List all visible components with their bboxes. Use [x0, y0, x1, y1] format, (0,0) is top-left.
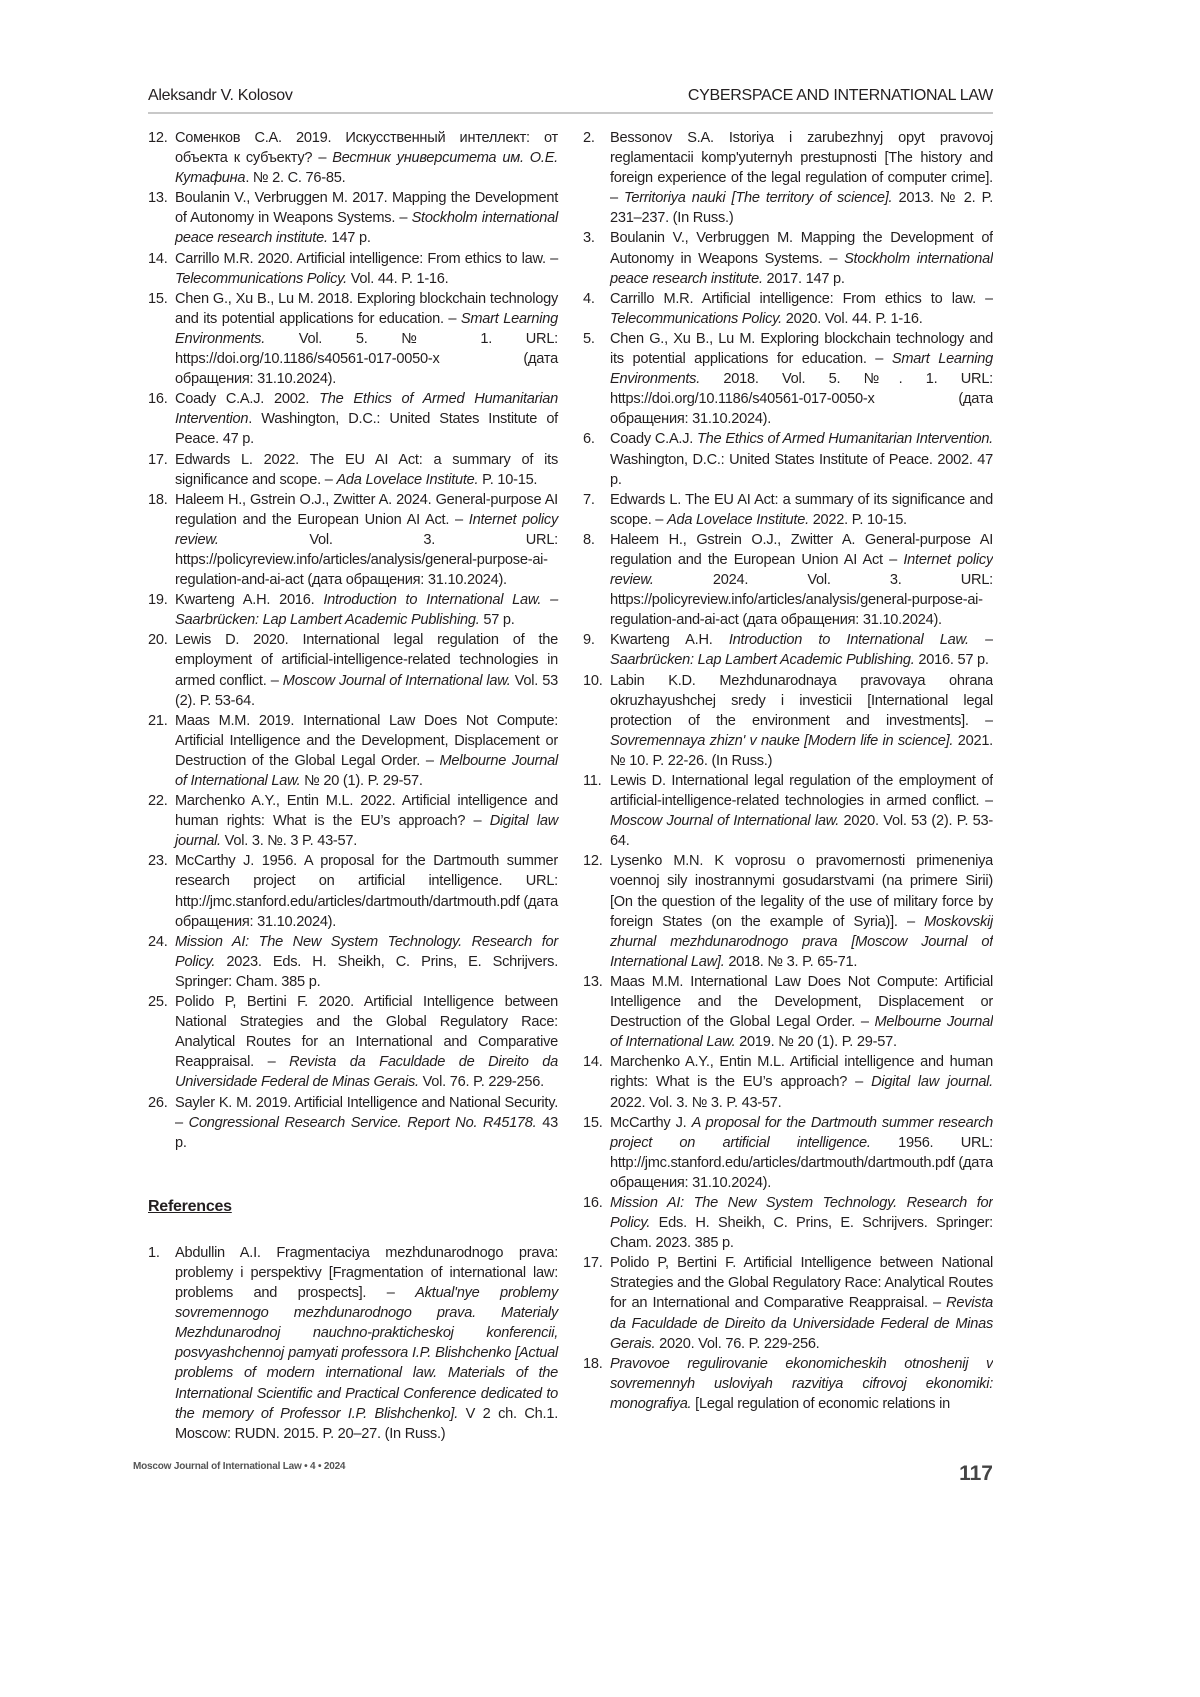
- reference-text: [610, 289, 993, 329]
- reference-segment: Chen G., Xu B., Lu M. 2018. Exploring blockchain technology and its potential applications for education. –: [175, 291, 558, 327]
- reference-text: [175, 450, 558, 490]
- reference-segment: Vol. 76. P. 229-256.: [419, 1074, 544, 1090]
- reference-text: [610, 1052, 993, 1112]
- reference-source-italic: Internet policy review.: [610, 552, 993, 588]
- reference-segment: 2022. Vol. 3. № 3. P. 43-57.: [610, 1095, 781, 1111]
- reference-item: [148, 630, 558, 710]
- reference-source-italic: Digital law journal.: [175, 813, 558, 849]
- reference-segment: № 20 (1). P. 29-57.: [300, 773, 422, 789]
- reference-text: [610, 329, 993, 429]
- reference-number: 7.: [583, 490, 610, 530]
- reference-number: 15.: [583, 1113, 610, 1193]
- reference-segment: V 2 ch. Ch.1. Moscow: RUDN. 2015. P. 20–27. (In Russ.): [175, 1406, 558, 1442]
- reference-segment: Maas M.M. 2019. International Law Does Not Compute: Artificial Intelligence and the Development, Displacement or Destruction of the Global Legal Order. –: [175, 713, 558, 769]
- reference-item: [148, 1243, 558, 1444]
- reference-item: [583, 1052, 993, 1112]
- reference-text: [175, 711, 558, 791]
- reference-source-italic: Introduction to International Law. – Saarbrücken: Lap Lambert Academic Publishing.: [610, 632, 993, 668]
- reference-number: 23.: [148, 851, 175, 931]
- reference-source-italic: Aktual'nye problemy sovremennogo mezhdunarodnogo prava. Materialy Mezhdunarodnoj nauchno-prakticheskoj konferencii, posvyashchennoj pamyati professora I.P. Blishchenko [Actual problems of modern international law. Materials of the International Scientific and Practical Conference dedicated to the memory of Professor I.P. Blishchenko].: [175, 1285, 558, 1422]
- reference-segment: Vol. 3. URL: https://policyreview.info/articles/analysis/general-purpose-ai-regulation-and-ai-act (дата обращения: 31.10.2024).: [175, 532, 558, 588]
- reference-number: 22.: [148, 791, 175, 851]
- reference-text: [610, 771, 993, 851]
- reference-segment: 2024. Vol. 3. URL: https://policyreview.info/articles/analysis/general-purpose-ai-regulation-and-ai-act (дата обращения: 31.10.2024).: [610, 572, 993, 628]
- reference-source-italic: Smart Learning Environments.: [610, 351, 993, 387]
- reference-number: 8.: [583, 530, 610, 630]
- reference-number: 13.: [148, 188, 175, 248]
- reference-item: [148, 289, 558, 389]
- reference-number: 19.: [148, 590, 175, 630]
- reference-number: 9.: [583, 630, 610, 670]
- reference-segment: Labin K.D. Mezhdunarodnaya pravovaya ohrana okruzhayushchej sredy i investicii [International legal protection of the environment and investments]. –: [610, 673, 993, 729]
- reference-number: 18.: [583, 1354, 610, 1414]
- reference-item: [583, 771, 993, 851]
- reference-text: [175, 188, 558, 248]
- reference-segment: Haleem H., Gstrein O.J., Zwitter A. 2024. General-purpose AI regulation and the European Union AI Act. –: [175, 492, 558, 528]
- reference-segment: Maas M.M. International Law Does Not Compute: Artificial Intelligence and the Development, Displacement or Destruction of the Global Legal Order. –: [610, 974, 993, 1030]
- reference-item: [583, 972, 993, 1052]
- reference-number: 20.: [148, 630, 175, 710]
- reference-segment: Boulanin V., Verbruggen M. Mapping the Development of Autonomy in Weapons Systems. –: [610, 230, 993, 266]
- reference-number: 14.: [148, 249, 175, 289]
- reference-item: [148, 590, 558, 630]
- reference-text: [175, 590, 558, 630]
- reference-source-italic: Ada Lovelace Institute.: [667, 512, 809, 528]
- reference-segment: P. 10-15.: [478, 472, 537, 488]
- reference-segment: 2017. 147 p.: [763, 271, 845, 287]
- reference-source-italic: Telecommunications Policy.: [175, 271, 347, 287]
- reference-segment: Kwarteng A.H.: [610, 632, 729, 648]
- reference-segment: Carrillo M.R. Artificial intelligence: From ethics to law. –: [610, 291, 993, 307]
- reference-segment: Vol. 44. P. 1-16.: [347, 271, 449, 287]
- reference-segment: Coady C.A.J.: [610, 431, 697, 447]
- reference-text: [175, 992, 558, 1092]
- reference-text: [610, 1354, 993, 1414]
- reference-source-italic: The Ethics of Armed Humanitarian Intervention: [175, 391, 558, 427]
- reference-segment: Соменков С.А. 2019. Искусственный интеллект: от объекта к субъекту? –: [175, 130, 558, 166]
- reference-segment: Lewis D. 2020. International legal regulation of the employment of artificial-intelligence-related technologies in armed conflict. –: [175, 632, 558, 688]
- reference-segment: Edwards L. The EU AI Act: a summary of its significance and scope. –: [610, 492, 993, 528]
- reference-segment: Polido P, Bertini F. Artificial Intelligence between National Strategies and the Global Regulatory Race: Analytical Routes for an International and Comparative Reappraisal. –: [610, 1255, 993, 1311]
- reference-number: 26.: [148, 1093, 175, 1153]
- reference-segment: Vol. 5. № 1. URL: https://doi.org/10.1186/s40561-017-0050-x (дата обращения: 31.10.2024).: [175, 331, 558, 387]
- reference-item: [148, 851, 558, 931]
- reference-source-italic: Melbourne Journal of International Law.: [610, 1014, 993, 1050]
- reference-item: [583, 329, 993, 429]
- reference-source-italic: Moskovskij zhurnal mezhdunarodnogo prava [Moscow Journal of International Law].: [610, 914, 993, 970]
- reference-source-italic: Revista da Faculdade de Direito da Universidade Federal de Minas Gerais.: [610, 1295, 993, 1351]
- reference-item: [148, 791, 558, 851]
- reference-segment: Kwarteng A.H. 2016.: [175, 592, 323, 608]
- reference-item: [583, 1253, 993, 1353]
- reference-source-italic: Moscow Journal of International law.: [610, 813, 839, 829]
- reference-text: [175, 490, 558, 590]
- reference-item: [148, 389, 558, 449]
- reference-segment: Washington, D.C.: United States Institute of Peace. 2002. 47 p.: [610, 452, 993, 488]
- reference-text: [175, 932, 558, 992]
- reference-text: [610, 1253, 993, 1353]
- reference-number: 13.: [583, 972, 610, 1052]
- reference-segment: 2018. № 3. P. 65-71.: [725, 954, 858, 970]
- reference-item: [583, 429, 993, 489]
- reference-item: [583, 1193, 993, 1253]
- reference-segment: 2016. 57 p.: [915, 652, 989, 668]
- reference-segment: Edwards L. 2022. The EU AI Act: a summary of its significance and scope. –: [175, 452, 558, 488]
- reference-segment: 2023. Eds. H. Sheikh, C. Prins, E. Schrijvers. Springer: Cham. 385 p.: [175, 954, 558, 990]
- reference-number: 15.: [148, 289, 175, 389]
- reference-text: [610, 530, 993, 630]
- reference-number: 6.: [583, 429, 610, 489]
- reference-source-italic: Pravovoe regulirovanie ekonomicheskih otnoshenij v sovremennyh usloviyah razvitiya cifrovoj ekonomiki: monografiya.: [610, 1356, 993, 1412]
- reference-number: 1.: [148, 1243, 175, 1444]
- reference-text: [610, 1113, 993, 1193]
- reference-segment: 2021. № 10. P. 22-26. (In Russ.): [610, 733, 993, 769]
- reference-item: [148, 711, 558, 791]
- reference-source-italic: Sovremennaya zhizn' v nauke [Modern life in science].: [610, 733, 953, 749]
- reference-text: [610, 671, 993, 771]
- reference-item: [148, 450, 558, 490]
- reference-item: [583, 851, 993, 972]
- header-section: CYBERSPACE AND INTERNATIONAL LAW: [688, 87, 993, 105]
- reference-segment: Lewis D. International legal regulation of the employment of artificial-intelligence-related technologies in armed conflict. –: [610, 773, 993, 809]
- reference-source-italic: Stockholm international peace research institute.: [175, 210, 558, 246]
- reference-segment: 1956. URL: http://jmc.stanford.edu/articles/dartmouth/dartmouth.pdf (дата обращения: 31.10.2024).: [610, 1135, 993, 1191]
- reference-item: [148, 128, 558, 188]
- reference-source-italic: Telecommunications Policy.: [610, 311, 782, 327]
- reference-segment: Vol. 53 (2). P. 53-64.: [175, 673, 558, 709]
- reference-number: 10.: [583, 671, 610, 771]
- reference-segment: McCarthy J. 1956. A proposal for the Dartmouth summer research project on artificial intelligence. URL: http://jmc.stanford.edu/articles/dartmouth/dartmouth.pdf (дата обращения: 31.10.2024).: [175, 853, 558, 929]
- reference-text: [175, 249, 558, 289]
- reference-source-italic: Digital law journal.: [871, 1074, 993, 1090]
- reference-segment: Lysenko M.N. K voprosu o pravomernosti primeneniya voennoj sily inostrannymi gosudarstvami (na primere Sirii) [On the question of the legality of the use of military force by foreign States (on the example of Syria)]. –: [610, 853, 993, 929]
- reference-segment: Haleem H., Gstrein O.J., Zwitter A. General-purpose AI regulation and the European Union AI Act –: [610, 532, 993, 568]
- reference-item: [148, 188, 558, 248]
- reference-number: 21.: [148, 711, 175, 791]
- reference-segment: Carrillo M.R. 2020. Artificial intelligence: From ethics to law. –: [175, 251, 558, 267]
- reference-source-italic: Stockholm international peace research institute.: [610, 251, 993, 287]
- reference-source-italic: Congressional Research Service. Report No. R45178.: [189, 1115, 537, 1131]
- reference-item: [583, 490, 993, 530]
- reference-segment: Eds. H. Sheikh, C. Prins, E. Schrijvers. Springer: Cham. 2023. 385 p.: [610, 1215, 993, 1251]
- reference-number: 25.: [148, 992, 175, 1092]
- reference-number: 16.: [148, 389, 175, 449]
- reference-source-italic: Вестник университета им. О.Е. Кутафина: [175, 150, 558, 186]
- reference-source-italic: Moscow Journal of International law.: [283, 673, 511, 689]
- reference-number: 14.: [583, 1052, 610, 1112]
- reference-segment: Chen G., Xu B., Lu M. Exploring blockchain technology and its potential applications for education. –: [610, 331, 993, 367]
- reference-text: [175, 1243, 558, 1444]
- reference-number: 12.: [148, 128, 175, 188]
- reference-text: [175, 1093, 558, 1153]
- references-list-right: [583, 128, 993, 1414]
- reference-segment: Boulanin V., Verbruggen M. 2017. Mapping the Development of Autonomy in Weapons Systems. –: [175, 190, 558, 226]
- reference-segment: [Legal regulation of economic relations in: [691, 1396, 950, 1412]
- reference-segment: 2019. № 20 (1). P. 29-57.: [735, 1034, 896, 1050]
- reference-segment: Marchenko A.Y., Entin M.L. Artificial intelligence and human rights: What is the EU’s approach? –: [610, 1054, 993, 1090]
- reference-number: 3.: [583, 228, 610, 288]
- footer-journal: Moscow Journal of International Law • 4 • 2024: [133, 1461, 345, 1472]
- reference-source-italic: The Ethics of Armed Humanitarian Intervention.: [697, 431, 993, 447]
- reference-number: 12.: [583, 851, 610, 972]
- reference-segment: Bessonov S.A. Istoriya i zarubezhnyj opyt pravovoj reglamentacii komp'yuternyh prestupnosti [The history and foreign experience of the legal regulation of computer crime]. –: [610, 130, 993, 206]
- reference-item: [148, 992, 558, 1092]
- reference-segment: 2020. Vol. 53 (2). P. 53-64.: [610, 813, 993, 849]
- reference-item: [583, 1354, 993, 1414]
- reference-item: [583, 671, 993, 771]
- reference-number: 5.: [583, 329, 610, 429]
- reference-segment: . Washington, D.C.: United States Institute of Peace. 47 p.: [175, 411, 558, 447]
- reference-source-italic: Mission AI: The New System Technology. Research for Policy.: [610, 1195, 993, 1231]
- reference-source-italic: A proposal for the Dartmouth summer research project on artificial intelligence.: [610, 1115, 993, 1151]
- reference-number: 11.: [583, 771, 610, 851]
- reference-segment: 2020. Vol. 76. P. 229-256.: [655, 1336, 819, 1352]
- reference-segment: 43 p.: [175, 1115, 558, 1151]
- reference-number: 18.: [148, 490, 175, 590]
- reference-segment: Abdullin A.I. Fragmentaciya mezhdunarodnogo prava: problemy i perspektivy [Fragmentation of international law: problems and prospects]. –: [175, 1245, 558, 1301]
- reference-segment: McCarthy J.: [610, 1115, 692, 1131]
- reference-segment: 57 p.: [480, 612, 515, 628]
- reference-source-italic: Introduction to International Law. – Saarbrücken: Lap Lambert Academic Publishing.: [175, 592, 558, 628]
- reference-item: [148, 249, 558, 289]
- references-heading: References: [148, 1197, 558, 1217]
- reference-item: [148, 932, 558, 992]
- reference-segment: Sayler K. M. 2019. Artificial Intelligence and National Security. –: [175, 1095, 558, 1131]
- reference-text: [175, 289, 558, 389]
- reference-number: 2.: [583, 128, 610, 228]
- reference-segment: 2020. Vol. 44. P. 1-16.: [782, 311, 923, 327]
- reference-text: [610, 228, 993, 288]
- reference-number: 24.: [148, 932, 175, 992]
- reference-number: 17.: [583, 1253, 610, 1353]
- reference-segment: Coady C.A.J. 2002.: [175, 391, 319, 407]
- left-column: [148, 128, 558, 1444]
- reference-item: [148, 1093, 558, 1153]
- reference-item: [583, 128, 993, 228]
- reference-segment: Vol. 3. №. 3 P. 43-57.: [221, 833, 357, 849]
- reference-item: [583, 289, 993, 329]
- page-number: 117: [959, 1462, 993, 1486]
- reference-segment: 2013. № 2. P. 231–237. (In Russ.): [610, 190, 993, 226]
- reference-number: 17.: [148, 450, 175, 490]
- reference-number: 16.: [583, 1193, 610, 1253]
- reference-item: [583, 228, 993, 288]
- reference-segment: Polido P, Bertini F. 2020. Artificial Intelligence between National Strategies and the Global Regulatory Race: Analytical Routes for an International and Comparative Reappraisal. –: [175, 994, 558, 1070]
- reference-text: [610, 972, 993, 1052]
- reference-segment: 147 p.: [328, 230, 371, 246]
- header-author: Aleksandr V. Kolosov: [148, 87, 293, 105]
- reference-text: [175, 791, 558, 851]
- right-column: [583, 128, 993, 1458]
- reference-segment: 2022. P. 10-15.: [809, 512, 907, 528]
- references-list-left: [148, 1243, 558, 1444]
- reference-segment: Marchenko A.Y., Entin M.L. 2022. Artificial intelligence and human rights: What is the EU’s approach? –: [175, 793, 558, 829]
- reference-segment: 2018. Vol. 5. №. 1. URL: https://doi.org/10.1186/s40561-017-0050-x (дата обращения: 31.10.2024).: [610, 371, 993, 427]
- reference-text: [610, 851, 993, 972]
- bibliography-list-continued: [148, 128, 558, 1153]
- reference-source-italic: Internet policy review.: [175, 512, 558, 548]
- reference-text: [610, 490, 993, 530]
- reference-item: [583, 630, 993, 670]
- reference-source-italic: Ada Lovelace Institute.: [336, 472, 478, 488]
- reference-source-italic: Smart Learning Environments.: [175, 311, 558, 347]
- reference-text: [610, 1193, 993, 1253]
- reference-source-italic: Revista da Faculdade de Direito da Universidade Federal de Minas Gerais.: [175, 1054, 558, 1090]
- reference-text: [175, 630, 558, 710]
- reference-item: [583, 530, 993, 630]
- reference-text: [610, 429, 993, 489]
- running-header: [148, 80, 993, 114]
- reference-source-italic: Melbourne Journal of International Law.: [175, 753, 558, 789]
- reference-text: [175, 128, 558, 188]
- reference-text: [175, 389, 558, 449]
- reference-text: [610, 128, 993, 228]
- reference-source-italic: Territoriya nauki [The territory of science].: [624, 190, 892, 206]
- reference-segment: . № 2. С. 76-85.: [245, 170, 345, 186]
- reference-item: [583, 1113, 993, 1193]
- reference-item: [148, 490, 558, 590]
- reference-text: [610, 630, 993, 670]
- reference-source-italic: Mission AI: The New System Technology. Research for Policy.: [175, 934, 558, 970]
- reference-number: 4.: [583, 289, 610, 329]
- reference-text: [175, 851, 558, 931]
